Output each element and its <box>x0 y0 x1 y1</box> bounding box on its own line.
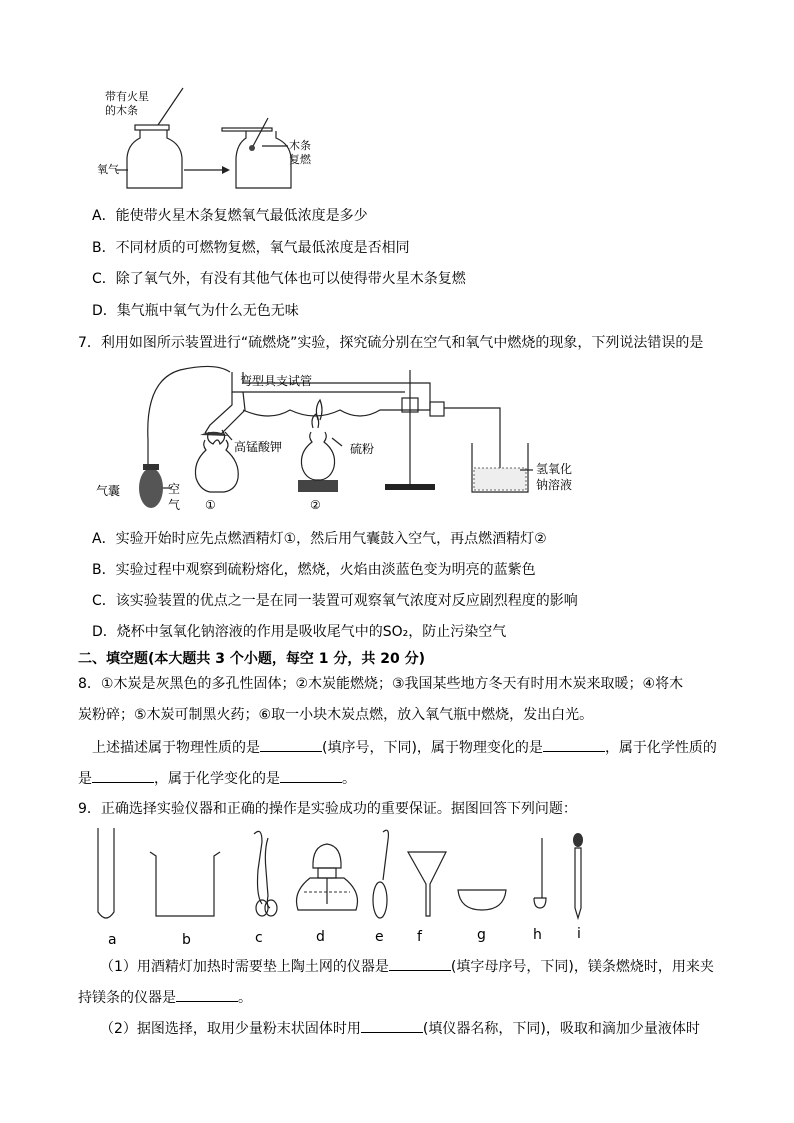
air-label-1: 空 <box>168 482 181 496</box>
oxygen-label: 氧气 <box>97 163 119 176</box>
q7-option-c: C．该实验装置的优点之一是在同一装置可观察氧气浓度对反应剧烈程度的影响 <box>92 593 578 609</box>
q6-option-c: C．除了氧气外，有没有其他气体也可以使得带火星木条复燃 <box>92 271 466 287</box>
q7-stem: 7．利用如图所示装置进行“硫燃烧”实验，探究硫分别在空气和氧气中燃烧的现象，下列说法错误的是 <box>78 335 704 351</box>
q8-line1: 8．①木炭是灰黑色的多孔性固体；②木炭能燃烧；③我国某些地方冬天有时用木炭来取暖；④将木 <box>78 676 684 692</box>
instrument-label-g: g <box>477 927 486 943</box>
q9-text: （2）据图选择，取用少量粉末状固体时用 <box>100 1021 361 1037</box>
stick-label-2: 的木条 <box>105 104 138 117</box>
q8-text: 是 <box>78 771 92 787</box>
answer-blank[interactable] <box>176 987 238 1002</box>
relight-label-2: 复燃 <box>289 153 311 166</box>
naoh-label-1: 氢氧化 <box>536 462 573 476</box>
stick-label-1: 带有火星 <box>105 90 149 103</box>
q9-sub1-line2 <box>78 987 252 1008</box>
kmno4-label: 高锰酸钾 <box>234 440 283 454</box>
q7-option-d: D．烧杯中氢氧化钠溶液的作用是吸收尾气中的SO₂，防止污染空气 <box>92 624 507 640</box>
bag-label: 气囊 <box>96 484 121 498</box>
q8-line2: 炭粉碎；⑤木炭可制黑火药；⑥取一小块木炭点燃，放入氧气瓶中燃烧，发出白光。 <box>78 707 594 723</box>
answer-blank[interactable] <box>361 1018 423 1033</box>
q8-text: 。 <box>342 771 356 787</box>
q8-text: 上述描述属于物理性质的是 <box>92 740 260 756</box>
air-label-2: 气 <box>168 498 181 512</box>
instrument-label-a: a <box>108 932 117 948</box>
q9-text: (填仪器名称，下同)，吸取和滴加少量液体时 <box>422 1021 700 1037</box>
q9-stem: 9．正确选择实验仪器和正确的操作是实验成功的重要保证。据图回答下列问题： <box>78 801 577 817</box>
q8-text: (填序号，下同)，属于物理变化的是 <box>322 740 543 756</box>
instrument-label-b: b <box>182 932 191 948</box>
q7-option-b: B．实验过程中观察到硫粉熔化，燃烧，火焰由淡蓝色变为明亮的蓝紫色 <box>92 562 536 578</box>
instrument-label-d: d <box>316 929 325 945</box>
q6-option-b: B．不同材质的可燃物复燃，氧气最低浓度是否相同 <box>92 240 410 256</box>
relight-label-1: 木条 <box>289 139 311 152</box>
q9-text: 。 <box>238 990 252 1006</box>
answer-blank[interactable] <box>389 956 451 971</box>
lamp1-label: ① <box>205 498 216 512</box>
q8-text: ，属于化学性质的 <box>604 740 717 756</box>
naoh-label-2: 钠溶液 <box>536 478 573 492</box>
section-heading: 二、填空题(本大题共 3 个小题，每空 1 分，共 20 分) <box>78 651 426 667</box>
instrument-label-c: c <box>255 930 263 946</box>
instrument-label-i: i <box>577 926 581 942</box>
q9-sub2-line1 <box>100 1018 700 1039</box>
q8-text: ，属于化学变化的是 <box>154 771 280 787</box>
q9-text: (填字母序号，下同)，镁条燃烧时，用来夹 <box>450 959 714 975</box>
instrument-label-f: f <box>417 929 422 945</box>
instrument-label-e: e <box>375 929 384 945</box>
tube-label: 弯型具支试管 <box>240 374 313 388</box>
instrument-label-h: h <box>533 927 542 943</box>
q9-text: （1）用酒精灯加热时需要垫上陶土网的仪器是 <box>100 959 389 975</box>
q7-option-a: A．实验开始时应先点燃酒精灯①，然后用气囊鼓入空气，再点燃酒精灯② <box>92 531 547 547</box>
lamp2-label: ② <box>310 498 321 512</box>
q6-option-d: D．集气瓶中氧气为什么无色无味 <box>92 303 299 319</box>
q9-sub1-line1 <box>100 956 714 977</box>
sulfur-label: 硫粉 <box>350 442 375 456</box>
q6-option-a: A．能使带火星木条复燃氧气最低浓度是多少 <box>92 208 368 224</box>
q9-text: 持镁条的仪器是 <box>78 990 176 1006</box>
